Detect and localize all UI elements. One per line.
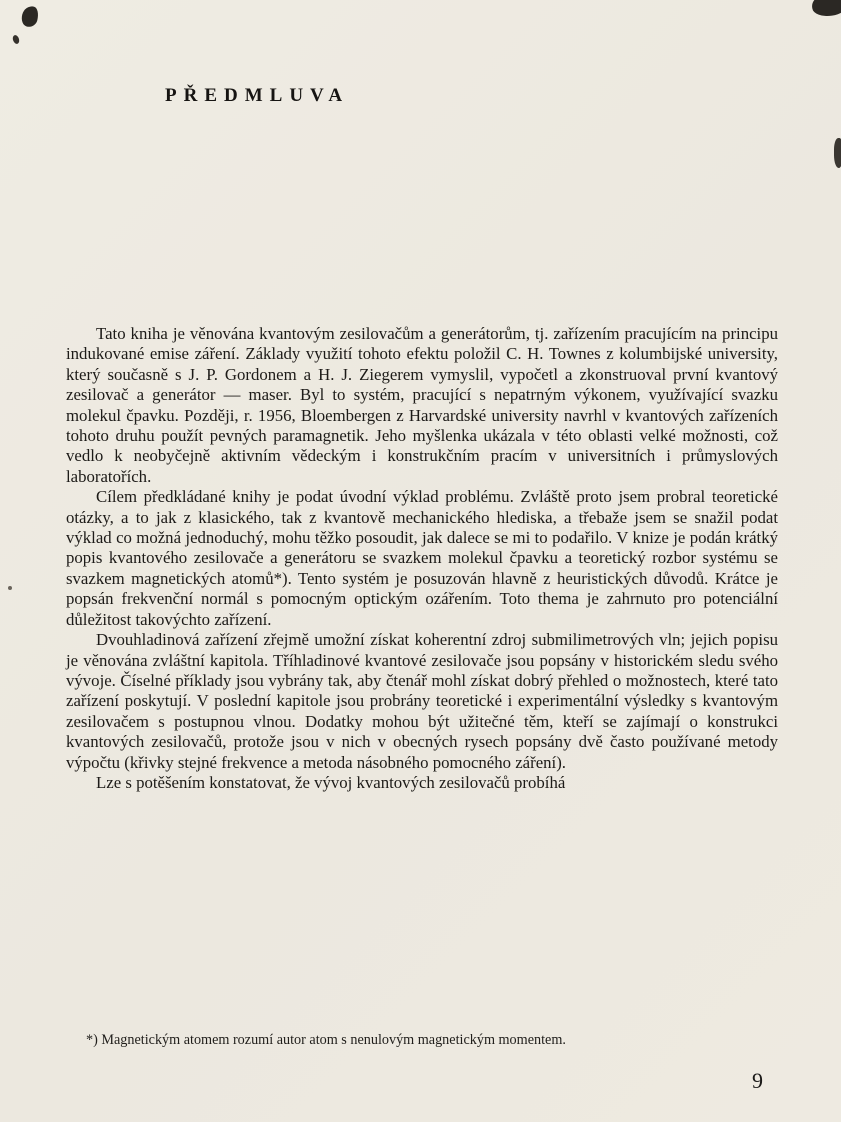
paragraph: Cílem předkládané knihy je podat úvodní výklad problému. Zvláště proto jsem probral teoretické otázky, a to jak z klasického, tak z kvantově mechanického hlediska, a třebaže jsem se snažil podat výklad co možná jednoduchý, mohu těžko posoudit, jak dalece se mi to podařilo. V knize je podán krátký popis kvantového zesilovače a generátoru se svazkem molekul čpavku a teoretický rozbor systému se svazkem magnetických atomů*). Tento systém je posuzován hlavně z heuristických důvodů. Krátce je popsán frekvenční normál s pomocným optickým ozářením. Toto thema je zahrnuto pro potenciální důležitost takovýchto zařízení. [66,487,778,629]
scan-artifact-left-dot [8,586,12,590]
scan-artifact-left-speck [12,34,21,45]
scan-artifact-right-edge [834,138,841,168]
paragraph: Tato kniha je věnována kvantovým zesilovačům a generátorům, tj. zařízením pracujícím na principu indukované emise záření. Základy využití tohoto efektu položil C. H. Townes z kolumbijské university, který současně s J. P. Gordonem a H. J. Ziegerem vymyslil, vypočetl a zkonstruoval první kvantový zesilovač a generátor — maser. Byl to systém, pracující s nepatrným výkonem, využívající svazku molekul čpavku. Později, r. 1956, Bloembergen z Harvardské university navrhl v kvantových zařízeních tohoto druhu použít pevných paramagnetik. Jeho myšlenka ukázala v této oblasti velké možnosti, což vedlo k neobyčejně aktivním vědeckým i konstrukčním pracím v universitních i průmyslových laboratořích. [66,324,778,486]
page-number: 9 [752,1068,763,1093]
body-text [66,324,778,793]
paragraph: Lze s potěšením konstatovat, že vývoj kvantových zesilovačů probíhá [96,772,566,792]
footnote: *) Magnetickým atomem rozumí autor atom s nenulovým magnetickým momentem. [86,1032,566,1048]
scan-artifact-top-left [20,4,41,28]
page-title: PŘEDMLUVA [165,84,350,106]
scan-artifact-top-right [811,0,841,18]
paragraph: Dvouhladinová zařízení zřejmě umožní získat koherentní zdroj submilimetrových vln; jejich popisu je věnována zvláštní kapitola. Tříhladinové kvantové zesilovače jsou popsány v historickém sledu svého vývoje. Číselné příklady jsou vybrány tak, aby čtenář mohl získat dobrý přehled o možnostech, které tato zařízení poskytují. V poslední kapitole jsou probrány teoretické i experimentální výsledky s kvantovým zesilovačem s postupnou vlnou. Dodatky mohou být užitečné těm, kteří se zajímají o konstrukci kvantových zesilovačů, protože jsou v nich v obecných rysech popsány dvě často používané metody výpočtu (křivky stejné frekvence a metoda násobného pomocného záření). [66,630,778,772]
